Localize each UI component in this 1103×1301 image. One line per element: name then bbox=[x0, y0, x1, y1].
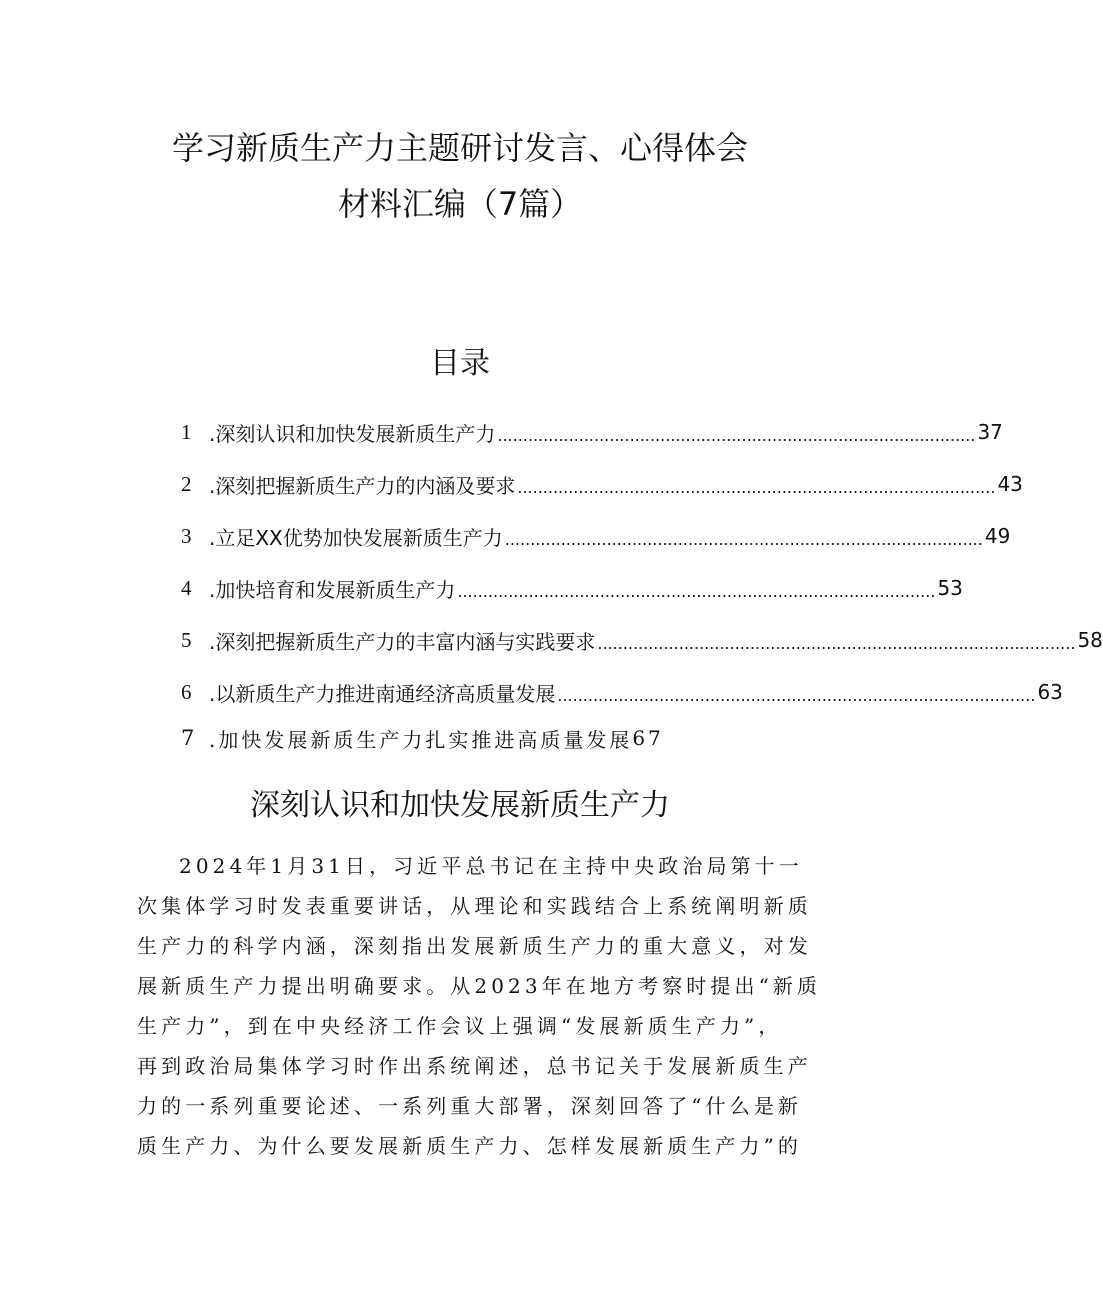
toc-item-title: .加快发展新质生产力扎实推进高质量发展 bbox=[209, 727, 633, 752]
toc-item-2[interactable] bbox=[181, 464, 1023, 504]
toc-item-1[interactable] bbox=[181, 412, 1003, 452]
toc-item-title: .深刻把握新质生产力的内涵及要求 bbox=[209, 473, 516, 498]
document-title-line-1: 学习新质生产力主题研讨发言、心得体会 bbox=[171, 129, 748, 167]
toc-item-number: 1 bbox=[181, 419, 192, 444]
body-line: 再到政治局集体学习时作出系统阐述，总书记关于发展新质生产 bbox=[137, 1054, 812, 1078]
toc-item-number: 4 bbox=[181, 575, 192, 600]
body-line: 次集体学习时发表重要讲话，从理论和实践结合上系统阐明新质 bbox=[137, 894, 812, 918]
toc-item-7[interactable] bbox=[181, 718, 773, 758]
toc-item-title: .以新质生产力推进南通经济高质量发展 bbox=[209, 681, 556, 706]
toc-item-3[interactable] bbox=[181, 516, 1011, 556]
body-line: 生产力的科学内涵，深刻指出发展新质生产力的重大意义，对发 bbox=[137, 934, 812, 958]
toc-item-number: 3 bbox=[181, 523, 192, 548]
toc-leader-dots: .............................................................................................. bbox=[497, 425, 976, 445]
toc-item-number: 5 bbox=[181, 627, 192, 652]
toc-item-5[interactable] bbox=[181, 620, 1103, 660]
toc-item-number: 2 bbox=[181, 471, 192, 496]
toc-item-page: 58 bbox=[1077, 628, 1103, 652]
toc-item-title: .立足XX优势加快发展新质生产力 bbox=[209, 525, 503, 550]
body-line: 力的一系列重要论述、一系列重大部署，深刻回答了“什么是新 bbox=[137, 1094, 803, 1118]
toc-leader-dots: .............................................................................................. bbox=[557, 685, 1036, 705]
toc-item-page: 43 bbox=[997, 472, 1023, 496]
toc-heading: 目录 bbox=[430, 346, 490, 381]
toc-item-page: 53 bbox=[937, 576, 963, 600]
section-body bbox=[137, 846, 822, 1166]
toc-item-4[interactable] bbox=[181, 568, 963, 608]
toc-leader-dots: .............................................................................................. bbox=[597, 633, 1076, 653]
section-title: 深刻认识和加快发展新质生产力 bbox=[250, 788, 670, 823]
toc-item-page: 37 bbox=[977, 420, 1003, 444]
toc-leader-dots: .............................................................................................. bbox=[504, 529, 983, 549]
body-line: 展新质生产力提出明确要求。从2023年在地方考察时提出“新质 bbox=[137, 974, 822, 998]
toc-item-page: 49 bbox=[984, 524, 1011, 548]
toc-leader-dots: .............................................................................................. bbox=[517, 477, 996, 497]
toc-item-number: 7 bbox=[181, 726, 198, 750]
toc-item-6[interactable] bbox=[181, 672, 1063, 712]
toc-item-title: .加快培育和发展新质生产力 bbox=[209, 577, 456, 602]
toc-item-page: 67 bbox=[632, 726, 664, 750]
toc-item-page: 63 bbox=[1037, 680, 1063, 704]
toc-item-title: .深刻把握新质生产力的丰富内涵与实践要求 bbox=[209, 629, 596, 654]
body-line: 生产力”，到在中央经济工作会议上强调“发展新质生产力”， bbox=[137, 1014, 783, 1038]
document-title-line-2: 材料汇编（7篇） bbox=[337, 185, 583, 223]
body-line: 质生产力、为什么要发展新质生产力、怎样发展新质生产力”的 bbox=[137, 1134, 803, 1158]
toc-item-title: .深刻认识和加快发展新质生产力 bbox=[209, 421, 496, 446]
toc-item-number: 6 bbox=[181, 679, 192, 704]
toc-leader-dots: .............................................................................................. bbox=[457, 581, 936, 601]
body-line: 2024年1月31日，习近平总书记在主持中央政治局第十一 bbox=[179, 854, 803, 878]
